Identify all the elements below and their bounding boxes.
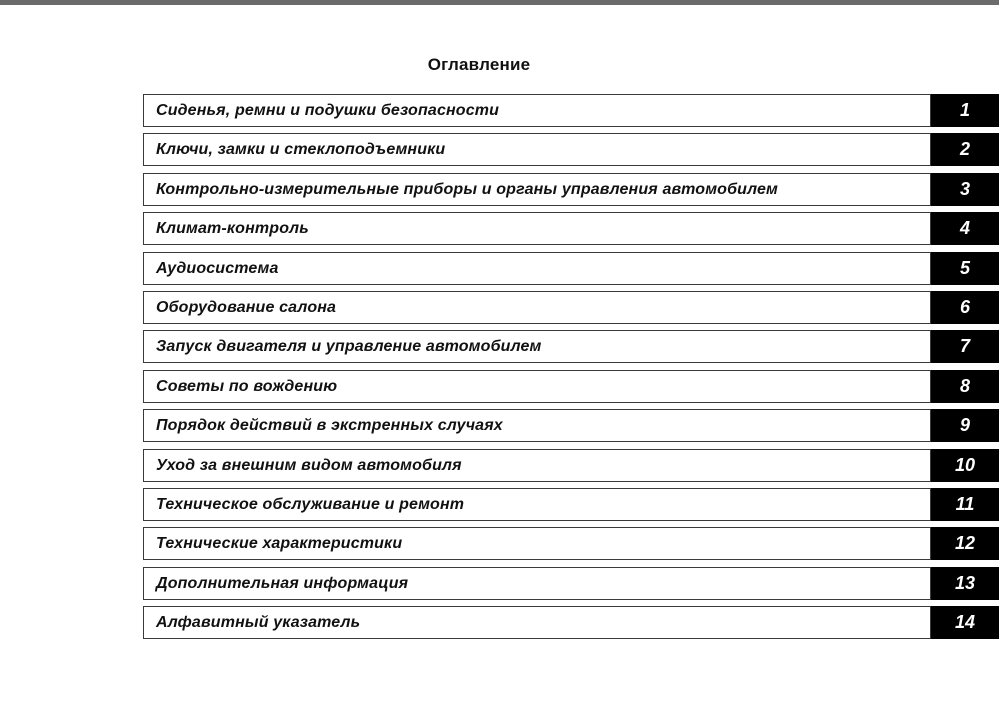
toc-item-label: Оборудование салона bbox=[156, 298, 337, 316]
toc-item-2[interactable] bbox=[143, 133, 999, 166]
toc-item-label-box bbox=[143, 212, 931, 245]
toc-item-number: 11 bbox=[955, 493, 975, 514]
toc-item-number: 9 bbox=[959, 415, 970, 436]
toc-item-label-box bbox=[143, 173, 931, 206]
toc-item-label-box bbox=[143, 133, 931, 166]
toc-item-label: Контрольно-измерительные приборы и органы управления автомобилем bbox=[156, 180, 779, 198]
toc-item-number-tab[interactable] bbox=[931, 212, 999, 245]
toc-item-label-box bbox=[143, 488, 931, 521]
page-title: Оглавление bbox=[427, 55, 531, 74]
toc-item-number-tab[interactable] bbox=[931, 409, 999, 442]
toc-item-label-box bbox=[143, 94, 931, 127]
toc-item-number: 4 bbox=[959, 218, 970, 239]
toc-item-8[interactable] bbox=[143, 370, 999, 403]
toc-item-label-box bbox=[143, 449, 931, 482]
toc-item-label: Сиденья, ремни и подушки безопасности bbox=[156, 102, 500, 119]
toc-item-label-box bbox=[143, 606, 931, 639]
toc-item-label-box bbox=[143, 291, 931, 324]
toc-item-11[interactable] bbox=[143, 488, 999, 521]
toc-item-number-tab[interactable] bbox=[931, 449, 999, 482]
toc-item-number: 3 bbox=[959, 178, 970, 199]
toc-item-label-box bbox=[143, 409, 931, 442]
toc-item-label: Аудиосистема bbox=[156, 259, 279, 277]
toc-item-label-box bbox=[143, 370, 931, 403]
toc-item-number-tab[interactable] bbox=[931, 252, 999, 285]
toc-item-label: Алфавитный указатель bbox=[156, 614, 361, 632]
toc-item-number: 7 bbox=[959, 336, 970, 357]
toc-item-number: 14 bbox=[954, 612, 976, 633]
toc-item-5[interactable] bbox=[143, 252, 999, 285]
toc-item-14[interactable] bbox=[143, 606, 999, 639]
toc-item-number: 2 bbox=[959, 139, 970, 160]
toc-item-number: 5 bbox=[959, 257, 970, 278]
top-border bbox=[0, 0, 999, 5]
toc-item-number-tab[interactable] bbox=[931, 370, 999, 403]
toc-item-6[interactable] bbox=[143, 291, 999, 324]
toc-item-number: 13 bbox=[954, 572, 976, 593]
toc-item-label: Порядок действий в экстренных случаях bbox=[156, 417, 503, 435]
toc-item-label: Климат-контроль bbox=[156, 220, 309, 238]
toc-item-number: 1 bbox=[959, 100, 970, 120]
toc-item-label-box bbox=[143, 567, 931, 600]
toc-item-number: 10 bbox=[954, 454, 976, 475]
toc-item-9[interactable] bbox=[143, 409, 999, 442]
toc-item-number: 8 bbox=[959, 375, 970, 396]
toc-item-label: Уход за внешним видом автомобиля bbox=[156, 456, 462, 474]
toc-item-4[interactable] bbox=[143, 212, 999, 245]
toc-item-13[interactable] bbox=[143, 567, 999, 600]
toc-item-7[interactable] bbox=[143, 330, 999, 363]
toc-item-label-box bbox=[143, 252, 931, 285]
toc-item-10[interactable] bbox=[143, 449, 999, 482]
toc-item-number-tab[interactable] bbox=[931, 527, 999, 560]
toc-item-number-tab[interactable] bbox=[931, 330, 999, 363]
toc-item-label-box bbox=[143, 330, 931, 363]
toc-item-label: Технические характеристики bbox=[156, 535, 403, 553]
toc-item-12[interactable] bbox=[143, 527, 999, 560]
toc-item-number-tab[interactable] bbox=[931, 567, 999, 600]
toc-item-label-box bbox=[143, 527, 931, 560]
toc-item-label: Советы по вождению bbox=[156, 377, 338, 395]
toc-item-1[interactable] bbox=[143, 94, 999, 127]
toc-item-label: Техническое обслуживание и ремонт bbox=[156, 495, 465, 513]
toc-item-number-tab[interactable] bbox=[931, 606, 999, 639]
toc-item-number-tab[interactable] bbox=[931, 94, 999, 127]
toc-item-number: 12 bbox=[954, 533, 976, 554]
toc-item-label: Запуск двигателя и управление автомобилем bbox=[156, 338, 542, 356]
toc-item-3[interactable] bbox=[143, 173, 999, 206]
toc-item-label: Дополнительная информация bbox=[156, 574, 409, 592]
toc-item-label: Ключи, замки и стеклоподъемники bbox=[156, 141, 446, 159]
toc-item-number-tab[interactable] bbox=[931, 133, 999, 166]
toc-item-number-tab[interactable] bbox=[931, 488, 999, 521]
toc-list bbox=[143, 94, 999, 645]
toc-item-number-tab[interactable] bbox=[931, 173, 999, 206]
toc-item-number-tab[interactable] bbox=[931, 291, 999, 324]
toc-item-number: 6 bbox=[959, 296, 970, 317]
